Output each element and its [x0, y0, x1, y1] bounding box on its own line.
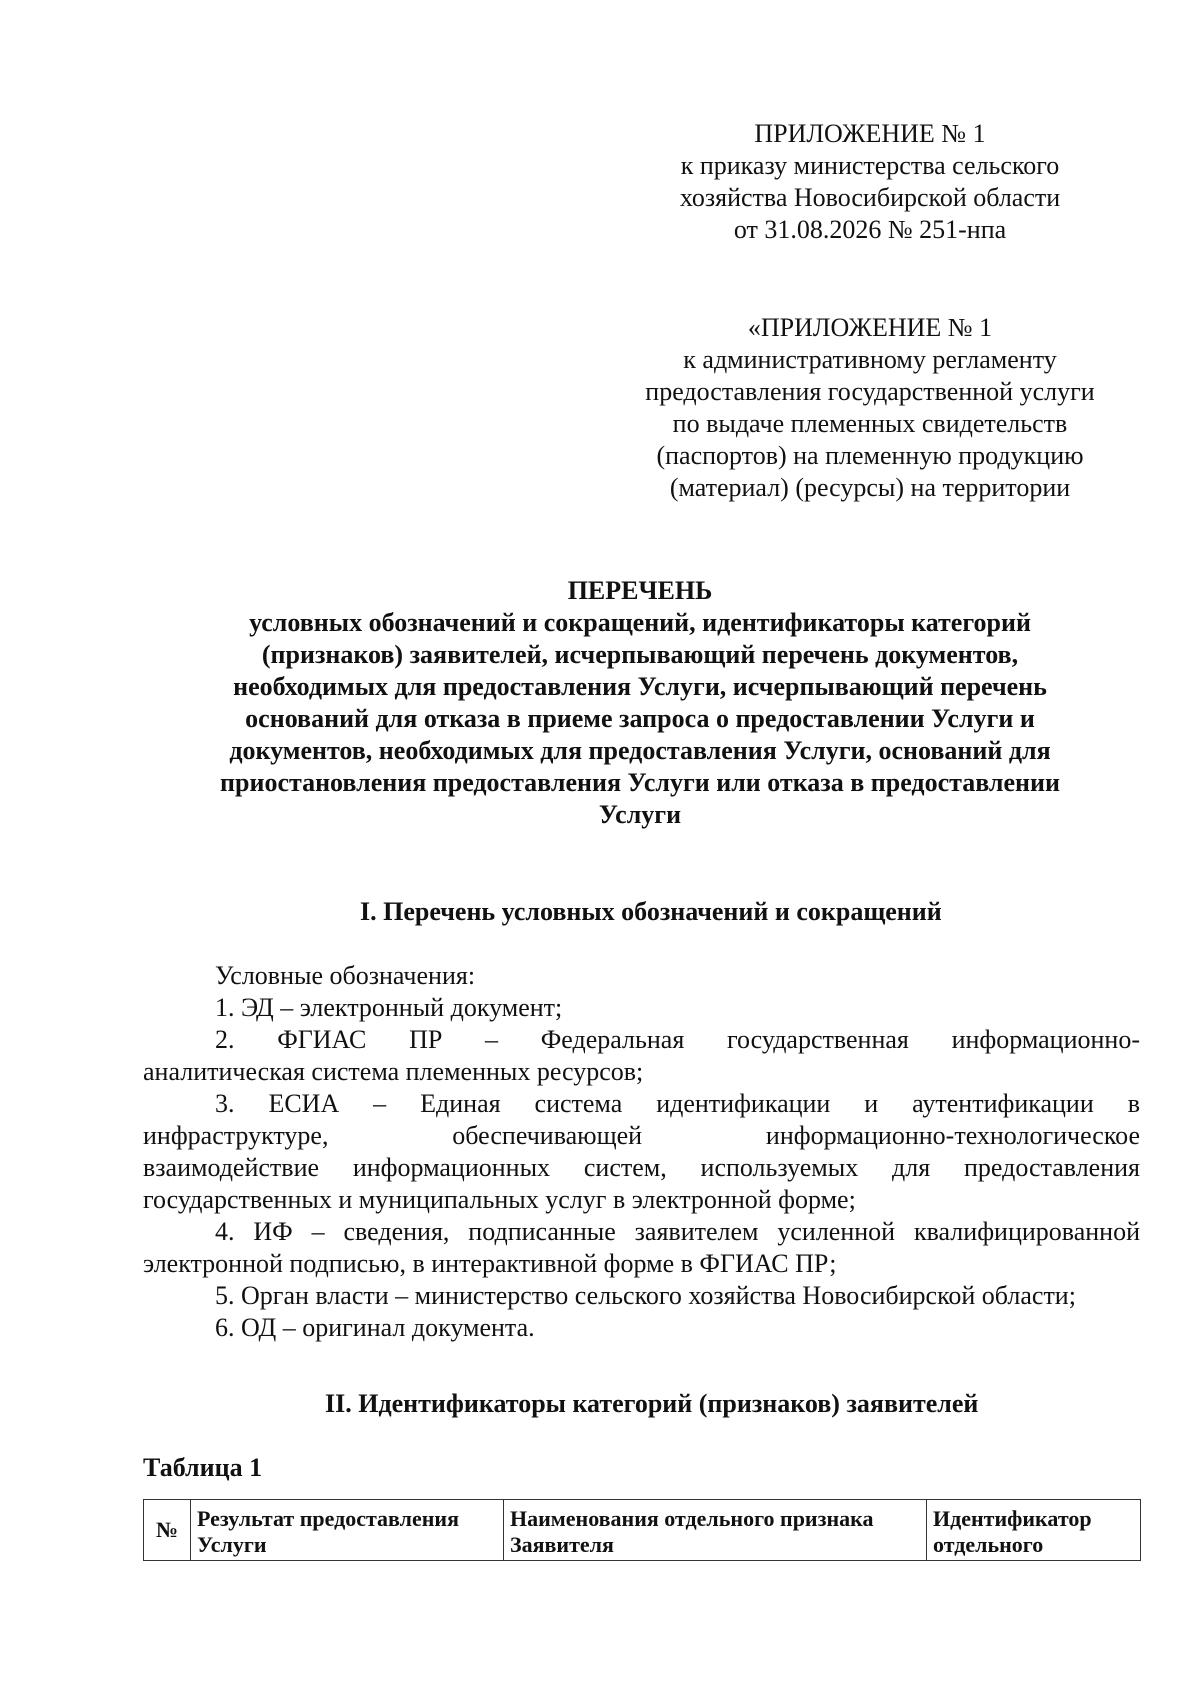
document-subtitle-line: (признаков) заявителей, исчерпывающий перечень документов, [261, 640, 1019, 669]
table-header-result: Результат предоставления Услуги [191, 1500, 504, 1561]
abbreviation-item-2-line: аналитическая система племенных ресурсов; [143, 1057, 644, 1086]
table-caption: Таблица 1 [143, 1453, 263, 1482]
abbreviation-item-2-line: 2. ФГИАС ПР – Федеральная государственная информационно- [215, 1025, 1140, 1054]
document-subtitle-line: приостановления предоставления Услуги или отказа в предоставлении [220, 768, 1060, 797]
order-appendix-line: хозяйства Новосибирской области [679, 183, 1061, 212]
abbreviation-item-6: 6. ОД – оригинал документа. [215, 1313, 535, 1342]
section1-heading: I. Перечень условных обозначений и сокращений [360, 897, 942, 926]
table-header-attribute-name: Наименования отдельного признака Заявителя [504, 1500, 927, 1561]
abbreviation-item-1: 1. ЭД – электронный документ; [215, 993, 563, 1022]
abbreviation-item-2 [143, 1024, 1140, 1088]
document-subtitle-line: Услуги [598, 800, 682, 829]
abbreviation-item-5: 5. Орган власти – министерство сельского хозяйства Новосибирской области; [215, 1281, 1076, 1310]
regulation-appendix-title: «ПРИЛОЖЕНИЕ № 1 [747, 313, 993, 342]
table-header-number: № [144, 1500, 191, 1561]
regulation-appendix-block [620, 312, 1120, 504]
order-appendix-block [670, 118, 1070, 246]
document-subtitle-line: условных обозначений и сокращений, идентификаторы категорий [249, 608, 1031, 637]
section1-intro: Условные обозначения: [215, 961, 476, 990]
document-title: ПЕРЕЧЕНЬ [567, 576, 713, 605]
abbreviation-item-3-line: инфраструктуре, обеспечивающей информационно-технологическое [143, 1121, 1140, 1150]
order-appendix-title: ПРИЛОЖЕНИЕ № 1 [754, 119, 986, 148]
abbreviation-item-3-line: государственных и муниципальных услуг в электронной форме; [143, 1185, 856, 1214]
document-subtitle-line: оснований для отказа в приеме запроса о предоставлении Услуги и [245, 704, 1035, 733]
abbreviation-item-4-line: электронной подписью, в интерактивной форме в ФГИАС ПР; [143, 1249, 837, 1278]
abbreviation-item-3 [143, 1088, 1140, 1216]
regulation-appendix-line: (паспортов) на племенную продукцию [656, 441, 1084, 470]
regulation-appendix-line: (материал) (ресурсы) на территории [669, 473, 1071, 502]
table-header-identifier: Идентификатор отдельного [927, 1500, 1141, 1561]
order-appendix-date: от 31.08.2026 № 251-нпа [733, 215, 1007, 244]
table-header-row [144, 1500, 1141, 1561]
abbreviation-item-3-line: 3. ЕСИА – Единая система идентификации и аутентификации в [215, 1089, 1140, 1118]
abbreviation-item-4 [143, 1216, 1140, 1280]
applicant-categories-table [143, 1499, 1141, 1561]
document-subtitle-line: необходимых для предоставления Услуги, исчерпывающий перечень [233, 672, 1047, 701]
section2-heading: II. Идентификаторы категорий (признаков) заявителей [325, 1389, 979, 1418]
order-appendix-line: к приказу министерства сельского [680, 151, 1060, 180]
abbreviation-item-3-line: взаимодействие информационных систем, используемых для предоставления [143, 1153, 1140, 1182]
abbreviation-item-4-line: 4. ИФ – сведения, подписанные заявителем усиленной квалифицированной [215, 1217, 1140, 1246]
regulation-appendix-line: предоставления государственной услуги [645, 377, 1095, 406]
document-subtitle-line: документов, необходимых для предоставления Услуги, оснований для [229, 736, 1051, 765]
regulation-appendix-line: по выдаче племенных свидетельств [672, 409, 1068, 438]
document-title-block [130, 575, 1150, 831]
regulation-appendix-line: к административному регламенту [683, 345, 1057, 374]
